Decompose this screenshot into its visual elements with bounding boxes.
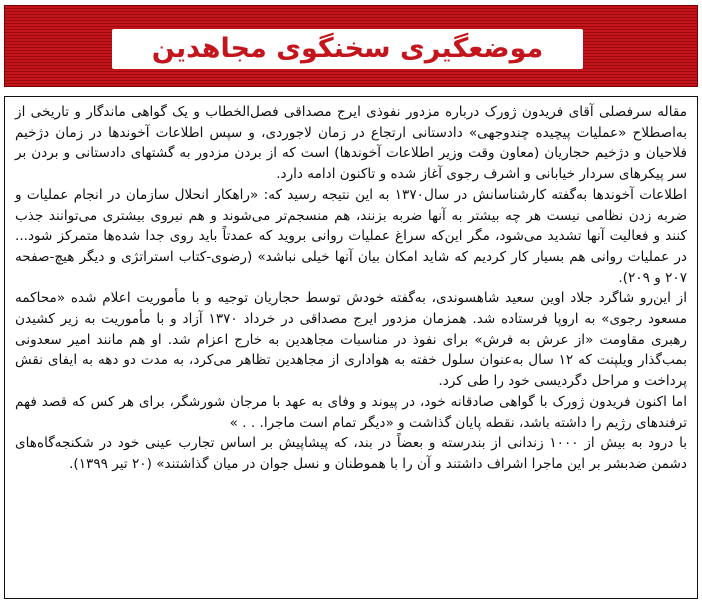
paragraph-3: از این‌رو شاگرد جلاد اوین سعید شاهسوندی، به‌گفته خودش توسط حجاریان توجیه و با مأموریت اعلام شده «محاکمه مسعود رجوی» به اروپا فرستاده شد. همزمان مزدور ایرج مصداقی در خرداد ۱۳۷۰ آزاد و با مأموریت به زیر کشیدن رهبری مقاومت «از عرش به فرش» برای نفوذ در مناسبات مجاهدین به خارج اعزام شد. او هم مانند امیر سعدونی بمب‌گذار ویلپنت که ۱۲ سال به‌عنوان سلول خفته به هواداری از مجاهدین تظاهر می‌کرد، به مدت دو دهه به ایفای نقش پرداخت و مراحل دگردیسی خود را طی کرد. <box>15 290 687 390</box>
paragraph-2: اطلاعات آخوندها به‌گفته کارشناسانش در سال۱۳۷۰ به این نتیجه رسید که: «راهکار انحلال سازمان در انجام عملیات و ضربه زدن نظامی نیست هر چه بیشتر به آنها ضربه بزنند، هم منسجم‌تر می‌شوند و هم نیروی بیشتری می‌توانند جذب کنند و فعالیت آنها تشدید می‌شود، مگر این‌که سراغ عملیات روانی بروید که عمدتاً باید روی جدا شده‌ها متمرکز شود... در عملیات روانی هم بسیار کار کردیم که شاید امکان بیان آنها خیلی نباشد» (رضوی-کتاب استراتژی و دیگر هیچ-صفحه ۲۰۷ و ۲۰۹). <box>15 186 688 286</box>
paragraph-5: با درود به بیش از ۱۰۰۰ زندانی از بندرسته و بعضاً در بند، که پیشاپیش بر اساس تجارب عینی خود در شکنجه‌گاه‌های دشمن ضدبشر بر این ماجرا اشراف داشتند و آن را با هموطنان و نسل جوان در میان گذاشتند» (۲۰ تیر ۱۳۹۹). <box>15 435 687 472</box>
page-title: موضعگیری سخنگوی مجاهدین <box>151 33 544 64</box>
article-body <box>4 96 698 599</box>
paragraph-4: اما اکنون فریدون ژورک با گواهی صادقانه خود، در پیوند و وفای به عهد با مرجان شورشگر، برای هر کس که قصد فهم ترفندهای رژیم را داشته باشد، نقطه پایان گذاشت و «دیگر تمام است ماجرا. . . » <box>15 393 687 431</box>
paragraph-1: مقاله سرفصلی آقای فریدون ژورک درباره مزدور نفوذی ایرج مصداقی فصل‌الخطاب و یک گواهی ماندگار و تاریخی از به‌اصطلاح «عملیات پیچیده چندوجهی» دادستانی ارتجاع در زمان لاجوردی، و سپس اطلاعات آخوندها در زمان دژخیم فلاحیان و دژخیم حجاریان (معاون وقت وزیر اطلاعات آخوندها) است که از بردن مزدور به گشتهای دادستانی و بردن بر سر پیکرهای سردار خیابانی و اشرف رجوی آغاز شده و تاکنون ادامه دارد. <box>15 104 687 183</box>
